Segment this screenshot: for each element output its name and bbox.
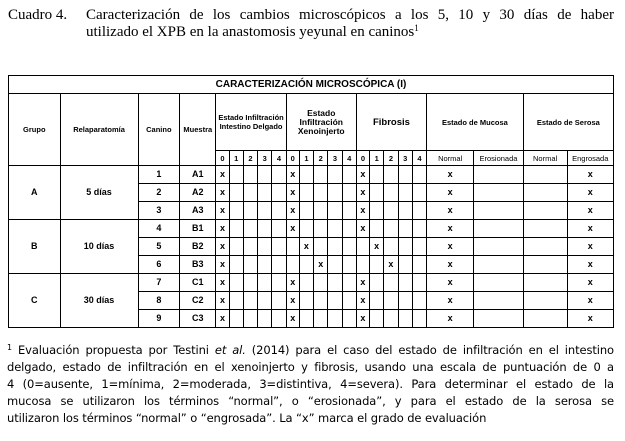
intestino-cell-3 [258,238,272,256]
group-C: C [9,274,61,328]
serosa-engrosada-cell: x [567,166,613,184]
muestra-cell: B1 [180,220,216,238]
caption-line-2: utilizado el XPB en la anastomosis yeyunal en caninos [86,24,415,40]
relaparotomia-B: 10 días [60,220,138,274]
fibrosis-cell-4 [412,274,426,292]
muestra-cell: B3 [180,256,216,274]
canino-cell: 2 [138,184,180,202]
xeno-cell-2 [314,220,328,238]
fibrosis-cell-1 [370,166,384,184]
header-muestra: Muestra [180,94,216,166]
xeno-cell-3 [328,256,342,274]
mucosa-normal-cell: x [427,184,474,202]
canino-cell: 5 [138,238,180,256]
mucosa-erosionada-cell [474,256,523,274]
mucosa-erosionada-cell [474,220,523,238]
serosa-engrosada-cell: x [567,292,613,310]
footnote-marker: 1 [7,343,12,352]
fibrosis-cell-3 [398,202,412,220]
fibrosis-cell-1: x [370,238,384,256]
xeno-cell-4 [342,166,356,184]
intestino-cell-0: x [216,274,229,292]
fibrosis-cell-3 [398,220,412,238]
xeno-cell-0: x [286,274,299,292]
mucosa-normal-cell: x [427,238,474,256]
intestino-cell-3 [258,274,272,292]
fibrosis-cell-4 [412,184,426,202]
intestino-cell-0: x [216,310,229,328]
intestino-cell-1 [229,202,243,220]
table-title: CARACTERIZACIÓN MICROSCÓPICA (I) [9,76,614,94]
table-row [9,220,614,238]
xeno-cell-0: x [286,184,299,202]
mucosa-normal-cell: x [427,274,474,292]
intestino-cell-1 [229,274,243,292]
table-caption [8,7,614,41]
fibrosis-cell-2 [384,184,398,202]
fibrosis-cell-2 [384,202,398,220]
intestino-cell-2 [243,256,257,274]
scale-fibrosis-3: 3 [398,151,412,166]
xeno-cell-2 [314,238,328,256]
fibrosis-cell-3 [398,238,412,256]
muestra-cell: B2 [180,238,216,256]
intestino-cell-0: x [216,202,229,220]
fibrosis-cell-1 [370,310,384,328]
footnote-text-b: (2014) para el caso del estado de infiltración en el intestino [245,343,614,357]
fibrosis-cell-4 [412,256,426,274]
intestino-cell-0: x [216,292,229,310]
intestino-cell-2 [243,310,257,328]
intestino-cell-4 [272,202,286,220]
scale-intestino-0: 0 [216,151,229,166]
header-fibrosis: Fibrosis [356,94,426,151]
intestino-cell-1 [229,166,243,184]
fibrosis-cell-2 [384,220,398,238]
scale-xeno-3: 3 [328,151,342,166]
fibrosis-cell-4 [412,238,426,256]
mucosa-normal-cell: x [427,310,474,328]
muestra-cell: A2 [180,184,216,202]
footnote-etal: et al. [214,343,246,357]
fibrosis-cell-0: x [356,292,369,310]
mucosa-sub-1: Erosionada [474,151,523,166]
scale-xeno-4: 4 [342,151,356,166]
footnote-line-4: mucosa se utilizaron los términos “normal”, o “erosionada”, y para el estado de la serosa se [7,394,614,408]
fibrosis-cell-1 [370,202,384,220]
xeno-cell-3 [328,220,342,238]
group-A: A [9,166,61,220]
xeno-cell-1 [299,184,313,202]
fibrosis-cell-4 [412,310,426,328]
fibrosis-cell-2 [384,274,398,292]
fibrosis-cell-2: x [384,256,398,274]
mucosa-erosionada-cell [474,310,523,328]
xeno-cell-3 [328,166,342,184]
xeno-cell-4 [342,256,356,274]
fibrosis-cell-3 [398,274,412,292]
serosa-engrosada-cell: x [567,202,613,220]
mucosa-erosionada-cell [474,202,523,220]
mucosa-normal-cell: x [427,202,474,220]
fibrosis-cell-3 [398,166,412,184]
scale-intestino-3: 3 [258,151,272,166]
mucosa-normal-cell: x [427,292,474,310]
muestra-cell: C3 [180,310,216,328]
xeno-cell-3 [328,310,342,328]
fibrosis-cell-1 [370,220,384,238]
fibrosis-cell-2 [384,238,398,256]
intestino-cell-3 [258,256,272,274]
canino-cell: 4 [138,220,180,238]
xeno-cell-4 [342,202,356,220]
intestino-cell-4 [272,238,286,256]
intestino-cell-4 [272,310,286,328]
canino-cell: 1 [138,166,180,184]
scale-fibrosis-0: 0 [356,151,369,166]
intestino-cell-3 [258,184,272,202]
serosa-normal-cell [523,184,567,202]
caption-label: Cuadro 4. [8,7,68,23]
canino-cell: 6 [138,256,180,274]
fibrosis-cell-4 [412,202,426,220]
xeno-cell-1: x [299,238,313,256]
scale-xeno-0: 0 [286,151,299,166]
mucosa-normal-cell: x [427,166,474,184]
xeno-cell-0 [286,256,299,274]
xeno-cell-3 [328,184,342,202]
intestino-cell-1 [229,256,243,274]
muestra-cell: A1 [180,166,216,184]
serosa-normal-cell [523,166,567,184]
xeno-cell-4 [342,310,356,328]
intestino-cell-0: x [216,238,229,256]
header-serosa: Estado de Serosa [523,94,613,151]
header-grupo: Grupo [9,94,61,166]
header-estado-xenoinjerto: Estado Infiltración Xenoinjerto [286,94,356,151]
fibrosis-cell-3 [398,310,412,328]
mucosa-erosionada-cell [474,238,523,256]
table-row [9,274,614,292]
fibrosis-cell-1 [370,274,384,292]
canino-cell: 8 [138,292,180,310]
intestino-cell-4 [272,166,286,184]
xeno-cell-0: x [286,202,299,220]
caption-footnote-ref: 1 [414,23,419,33]
muestra-cell: C2 [180,292,216,310]
intestino-cell-3 [258,292,272,310]
serosa-normal-cell [523,238,567,256]
xeno-cell-1 [299,202,313,220]
fibrosis-cell-0: x [356,202,369,220]
intestino-cell-0: x [216,166,229,184]
group-B: B [9,220,61,274]
footnote-line-3: 4 (0=ausente, 1=mínima, 2=moderada, 3=distintiva, 4=severa). Para determinar el estado de la [7,377,614,391]
scale-intestino-2: 2 [243,151,257,166]
serosa-sub-0: Normal [523,151,567,166]
muestra-cell: C1 [180,274,216,292]
fibrosis-cell-1 [370,184,384,202]
intestino-cell-4 [272,292,286,310]
scale-fibrosis-1: 1 [370,151,384,166]
xeno-cell-2 [314,292,328,310]
fibrosis-cell-0: x [356,166,369,184]
mucosa-normal-cell: x [427,256,474,274]
intestino-cell-3 [258,310,272,328]
intestino-cell-1 [229,310,243,328]
fibrosis-cell-2 [384,310,398,328]
header-canino: Canino [138,94,180,166]
xeno-cell-2 [314,310,328,328]
intestino-cell-3 [258,220,272,238]
scale-xeno-2: 2 [314,151,328,166]
fibrosis-cell-3 [398,184,412,202]
intestino-cell-1 [229,220,243,238]
intestino-cell-1 [229,238,243,256]
intestino-cell-0: x [216,256,229,274]
scale-fibrosis-4: 4 [412,151,426,166]
xeno-cell-0: x [286,292,299,310]
xeno-cell-2 [314,184,328,202]
fibrosis-cell-2 [384,166,398,184]
footnote-line-1 [7,342,614,359]
footnote-line-2: delgado, estado de infiltración en el xenoinjerto y fibrosis, usando una escala de puntuación de 0 a [7,360,614,374]
xeno-cell-4 [342,184,356,202]
xeno-cell-1 [299,256,313,274]
xeno-cell-4 [342,292,356,310]
xeno-cell-0: x [286,310,299,328]
fibrosis-cell-3 [398,292,412,310]
relaparotomia-A: 5 días [60,166,138,220]
canino-cell: 7 [138,274,180,292]
xeno-cell-0 [286,238,299,256]
intestino-cell-0: x [216,220,229,238]
xeno-cell-4 [342,220,356,238]
xeno-cell-2 [314,202,328,220]
serosa-engrosada-cell: x [567,220,613,238]
microscopic-table [8,75,614,328]
fibrosis-cell-4 [412,220,426,238]
scale-intestino-4: 4 [272,151,286,166]
xeno-cell-4 [342,274,356,292]
fibrosis-cell-0: x [356,220,369,238]
serosa-engrosada-cell: x [567,256,613,274]
intestino-cell-4 [272,256,286,274]
mucosa-erosionada-cell [474,274,523,292]
fibrosis-cell-1 [370,292,384,310]
xeno-cell-0: x [286,166,299,184]
intestino-cell-2 [243,202,257,220]
fibrosis-cell-0: x [356,274,369,292]
xeno-cell-2 [314,166,328,184]
xeno-cell-1 [299,292,313,310]
header-estado-intestino: Estado Infiltración Intestino Delgado [216,94,286,151]
serosa-normal-cell [523,256,567,274]
serosa-engrosada-cell: x [567,184,613,202]
intestino-cell-1 [229,184,243,202]
intestino-cell-4 [272,220,286,238]
intestino-cell-2 [243,184,257,202]
intestino-cell-2 [243,166,257,184]
serosa-normal-cell [523,292,567,310]
fibrosis-cell-0: x [356,184,369,202]
mucosa-erosionada-cell [474,292,523,310]
scale-fibrosis-2: 2 [384,151,398,166]
xeno-cell-1 [299,220,313,238]
mucosa-erosionada-cell [474,184,523,202]
fibrosis-cell-0: x [356,310,369,328]
footnote [7,342,614,427]
serosa-engrosada-cell: x [567,274,613,292]
canino-cell: 3 [138,202,180,220]
footnote-line-5: utilizaron los términos “normal” o “engrosada”. La “x” marca el grado de evaluación [7,411,487,425]
xeno-cell-3 [328,274,342,292]
intestino-cell-1 [229,292,243,310]
table-row [9,166,614,184]
relaparotomia-C: 30 días [60,274,138,328]
xeno-cell-3 [328,238,342,256]
xeno-cell-2: x [314,256,328,274]
serosa-normal-cell [523,274,567,292]
intestino-cell-2 [243,274,257,292]
intestino-cell-0: x [216,184,229,202]
xeno-cell-4 [342,238,356,256]
header-mucosa: Estado de Mucosa [427,94,524,151]
intestino-cell-3 [258,166,272,184]
scale-intestino-1: 1 [229,151,243,166]
header-relaparotomia: Relaparatomía [60,94,138,166]
serosa-engrosada-cell: x [567,310,613,328]
fibrosis-cell-3 [398,256,412,274]
muestra-cell: A3 [180,202,216,220]
scale-xeno-1: 1 [299,151,313,166]
xeno-cell-2 [314,274,328,292]
mucosa-erosionada-cell [474,166,523,184]
fibrosis-cell-0 [356,238,369,256]
xeno-cell-1 [299,274,313,292]
canino-cell: 9 [138,310,180,328]
serosa-normal-cell [523,202,567,220]
caption-line-1: Caracterización de los cambios microscópicos a los 5, 10 y 30 días de haber [86,7,614,23]
fibrosis-cell-2 [384,292,398,310]
serosa-normal-cell [523,220,567,238]
fibrosis-cell-1 [370,256,384,274]
xeno-cell-3 [328,292,342,310]
intestino-cell-2 [243,238,257,256]
xeno-cell-3 [328,202,342,220]
footnote-text-a: Evaluación propuesta por Testini [17,343,215,357]
serosa-engrosada-cell: x [567,238,613,256]
fibrosis-cell-4 [412,166,426,184]
intestino-cell-4 [272,184,286,202]
mucosa-sub-0: Normal [427,151,474,166]
serosa-sub-1: Engrosada [567,151,613,166]
fibrosis-cell-0 [356,256,369,274]
intestino-cell-3 [258,202,272,220]
serosa-normal-cell [523,310,567,328]
xeno-cell-1 [299,166,313,184]
intestino-cell-4 [272,274,286,292]
intestino-cell-2 [243,292,257,310]
xeno-cell-1 [299,310,313,328]
xeno-cell-0: x [286,220,299,238]
mucosa-normal-cell: x [427,220,474,238]
intestino-cell-2 [243,220,257,238]
fibrosis-cell-4 [412,292,426,310]
